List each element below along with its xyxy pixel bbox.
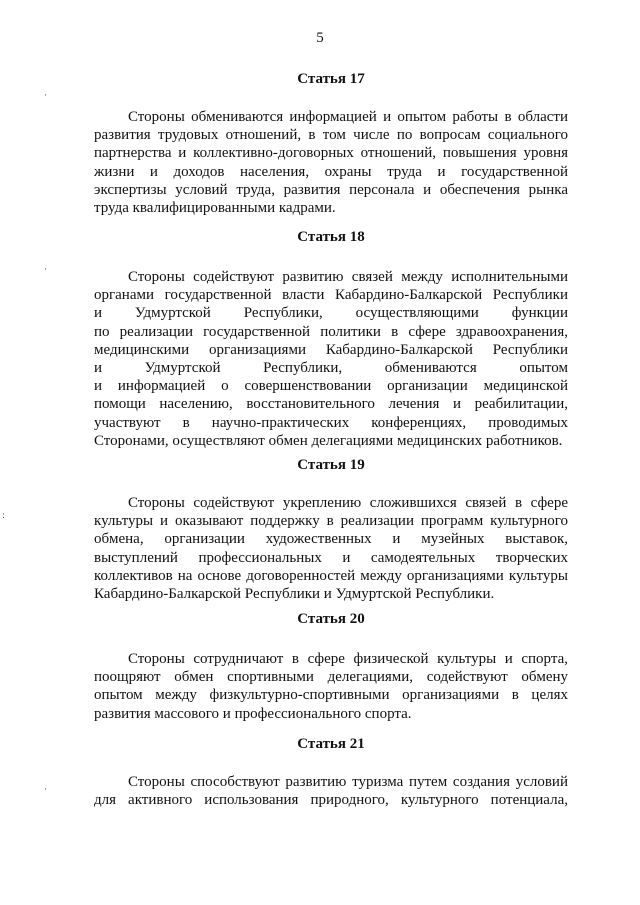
text-line: и Удмуртской Республики, осуществляющими функции bbox=[94, 305, 568, 322]
text-line: культуры и оказывают поддержку в реализации программ культурного bbox=[94, 513, 568, 530]
article-title: Статья 21 bbox=[297, 736, 365, 752]
text-line: экспертизы условий труда, развития персонала и обеспечения рынка bbox=[94, 181, 568, 198]
text-line: Стороны содействуют укреплению сложившихся связей в сфере bbox=[128, 495, 568, 511]
article-20 bbox=[94, 610, 568, 723]
text-line: медицинскими организациями Кабардино-Балкарской Республики bbox=[94, 341, 568, 358]
article-body bbox=[94, 108, 568, 217]
text-line: труда квалифицированными кадрами. bbox=[94, 200, 336, 217]
text-line: Стороны обмениваются информацией и опытом работы в области bbox=[128, 109, 568, 125]
text-line: опытом между физкультурно-спортивными организациями в целях bbox=[94, 687, 568, 704]
text-line: развития трудовых отношений, в том числе по вопросам социального bbox=[94, 127, 568, 144]
article-body bbox=[94, 494, 568, 603]
text-line: коллективов на основе договоренностей между организациями культуры bbox=[94, 567, 568, 584]
article-title: Статья 19 bbox=[297, 457, 365, 473]
text-line: Стороны способствуют развитию туризма путем создания условий bbox=[128, 774, 568, 790]
text-line: участвуют в научно-практических конференциях, проводимых bbox=[94, 414, 568, 431]
scan-mark: · bbox=[44, 91, 47, 101]
text-line: Кабардино-Балкарской Республики и Удмуртской Республики. bbox=[94, 586, 495, 603]
article-21 bbox=[94, 735, 568, 809]
text-line: развития массового и профессионального спорта. bbox=[94, 705, 412, 722]
article-17 bbox=[94, 70, 568, 217]
article-18 bbox=[94, 228, 568, 450]
text-line: помощи населению, восстановительного лечения и реабилитации, bbox=[94, 396, 568, 413]
text-line: Сторонами, осуществляют обмен делегациями медицинских работников. bbox=[94, 432, 563, 449]
text-line: и Удмуртской Республики, обмениваются опытом bbox=[94, 360, 568, 377]
article-body bbox=[94, 650, 568, 723]
text-line: Стороны сотрудничают в сфере физической культуры и спорта, bbox=[128, 651, 568, 667]
page-number: 5 bbox=[316, 30, 324, 46]
text-line: выступлений профессиональных и самодеятельных творческих bbox=[94, 549, 568, 566]
text-line: обмена, организации художественных и музейных выставок, bbox=[94, 531, 568, 548]
article-title: Статья 20 bbox=[297, 611, 365, 627]
text-line: поощряют обмен спортивными делегациями, содействуют обмену bbox=[94, 669, 568, 686]
text-line: органами государственной власти Кабардино-Балкарской Республики bbox=[94, 287, 568, 304]
text-line: Стороны содействуют развитию связей между исполнительными bbox=[128, 269, 568, 285]
scan-mark: : bbox=[2, 511, 6, 521]
text-line: и информацией о совершенствовании организации медицинской bbox=[94, 378, 568, 395]
article-body bbox=[94, 268, 568, 450]
text-line: партнерства и коллективно-договорных отношений, повышения уровня bbox=[94, 145, 568, 162]
scan-mark: · bbox=[44, 265, 47, 275]
text-line: по реализации государственной политики в сфере здравоохранения, bbox=[94, 323, 568, 340]
text-line: для активного использования природного, культурного потенциала, bbox=[94, 792, 568, 809]
article-title: Статья 18 bbox=[297, 229, 365, 245]
article-title: Статья 17 bbox=[297, 71, 365, 87]
article-body bbox=[94, 773, 568, 809]
scan-mark: · bbox=[44, 785, 47, 795]
article-19 bbox=[94, 456, 568, 603]
text-line: жизни и доходов населения, охраны труда и государственной bbox=[94, 163, 568, 180]
